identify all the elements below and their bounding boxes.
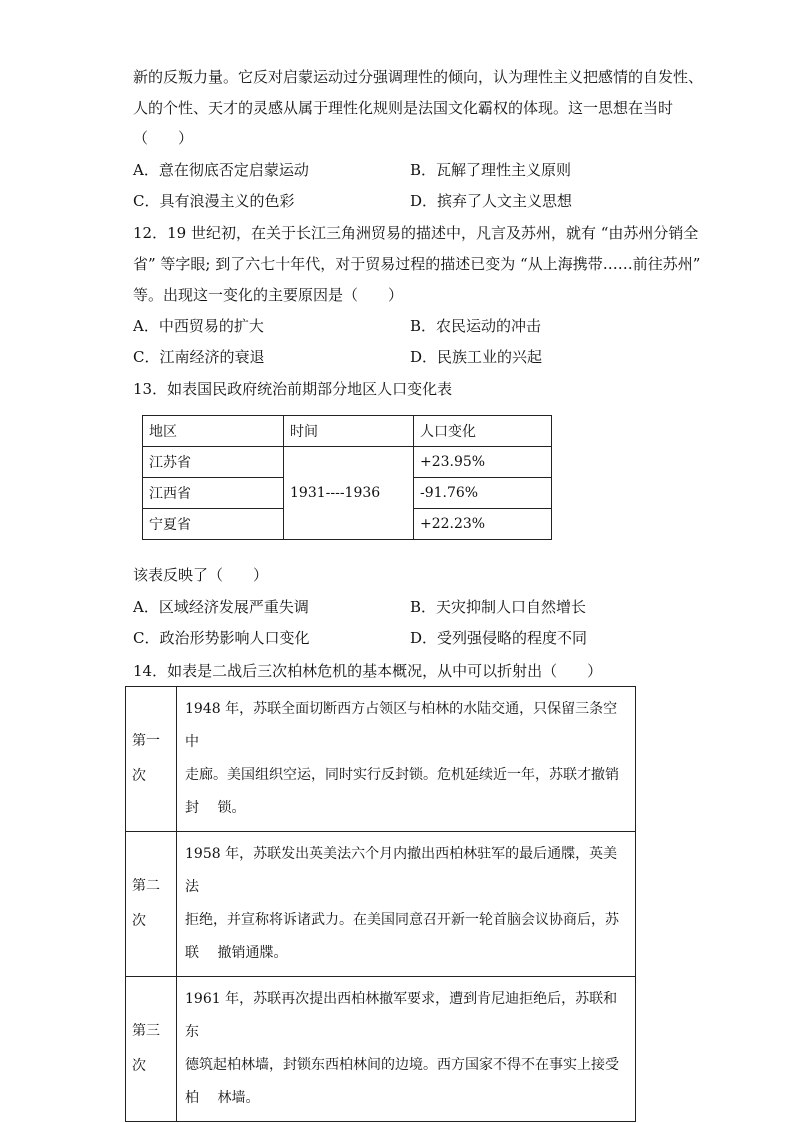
q12-stem-line-3: 等。出现这一变化的主要原因是（ ）	[133, 286, 404, 304]
change-cell: -91.76%	[414, 478, 552, 509]
change-cell: +23.95%	[414, 447, 552, 478]
period-cell: 1931----1936	[284, 447, 414, 540]
region-cell: 江西省	[143, 478, 284, 509]
q12-option-b: B．农民运动的冲击	[410, 317, 542, 335]
crisis-description-cell	[177, 687, 636, 832]
description-line: 1948 年，苏联全面切断西方占领区与柏林的水陆交通，只保留三条空中	[185, 701, 618, 750]
crisis-label-cell	[126, 832, 177, 977]
description-line: 拒绝，并宣称将诉诸武力。在美国同意召开新一轮首脑会议协商后，苏	[185, 912, 619, 928]
q11-stem-line-2: 人的个性、天才的灵感从属于理性化规则是法国文化霸权的体现。这一思想在当时	[133, 99, 674, 117]
q11-option-c: C．具有浪漫主义的色彩	[133, 192, 295, 210]
crisis-label-line: 第三	[132, 1023, 160, 1039]
table-row	[143, 447, 552, 478]
q12-option-c: C．江南经济的衰退	[133, 348, 265, 366]
q11-stem-line-1: 新的反叛力量。它反对启蒙运动过分强调理性的倾向，认为理性主义把感情的自发性、	[133, 68, 704, 86]
q11-option-b: B．瓦解了理性主义原则	[410, 161, 572, 179]
q13-option-a: A．区域经济发展严重失调	[133, 598, 309, 616]
q13-option-c: C．政治形势影响人口变化	[133, 629, 310, 647]
crisis-label-line: 次	[132, 768, 146, 784]
region-cell: 江苏省	[143, 447, 284, 478]
crisis-label-line: 第二	[132, 878, 160, 894]
crisis-description-cell	[177, 977, 636, 1122]
crisis-label-line: 次	[132, 913, 146, 929]
table-header-row	[143, 416, 552, 447]
q11-option-d: D．摈弃了人文主义思想	[410, 192, 573, 210]
header-period: 时间	[284, 416, 414, 447]
crisis-label-line: 第一	[132, 733, 160, 749]
q14-stem: 14．如表是二战后三次柏林危机的基本概况，从中可以折射出（ ）	[133, 662, 603, 680]
description-line: 封 锁。	[185, 800, 246, 816]
description-line: 1961 年，苏联再次提出西柏林撤军要求，遭到肯尼迪拒绝后，苏联和东	[185, 991, 618, 1040]
q12-stem-line-1: 12．19 世纪初，在关于长江三角洲贸易的描述中，凡言及苏州，就有 “由苏州分销全	[133, 224, 699, 242]
description-line: 柏 林墙。	[185, 1090, 260, 1106]
description-line: 联 撤销通牒。	[185, 945, 288, 961]
crisis-label-cell	[126, 687, 177, 832]
description-line: 1958 年，苏联发出英美法六个月内撤出西柏林驻军的最后通牒，英美法	[185, 846, 618, 895]
q11-option-a: A．意在彻底否定启蒙运动	[133, 161, 309, 179]
crisis-label-cell	[126, 977, 177, 1122]
q12-stem-line-2: 省” 等字眼; 到了六七十年代，对于贸易过程的描述已变为 “从上海携带……前往苏州”	[133, 255, 701, 273]
q13-question: 该表反映了（ ）	[133, 566, 269, 584]
q13-option-d: D．受列强侵略的程度不同	[410, 629, 588, 647]
q13-stem: 13．如表国民政府统治前期部分地区人口变化表	[133, 380, 453, 398]
region-cell: 宁夏省	[143, 509, 284, 540]
crisis-description-cell	[177, 832, 636, 977]
change-cell: +22.23%	[414, 509, 552, 540]
q12-option-d: D．民族工业的兴起	[410, 348, 543, 366]
table-row	[126, 977, 636, 1122]
table-row	[126, 832, 636, 977]
description-line: 走廊。美国组织空运，同时实行反封锁。危机延续近一年，苏联才撤销	[185, 767, 619, 783]
header-population-change: 人口变化	[414, 416, 552, 447]
header-region: 地区	[143, 416, 284, 447]
q13-option-b: B．天灾抑制人口自然增长	[410, 598, 587, 616]
table-row	[126, 687, 636, 832]
q12-option-a: A．中西贸易的扩大	[133, 317, 264, 335]
crisis-label-line: 次	[132, 1058, 146, 1074]
population-change-table	[142, 415, 552, 540]
description-line: 德筑起柏林墙，封锁东西柏林间的边境。西方国家不得不在事实上接受	[185, 1057, 619, 1073]
q11-answer-blank: （ ）	[133, 129, 194, 147]
berlin-crises-table	[125, 686, 636, 1122]
